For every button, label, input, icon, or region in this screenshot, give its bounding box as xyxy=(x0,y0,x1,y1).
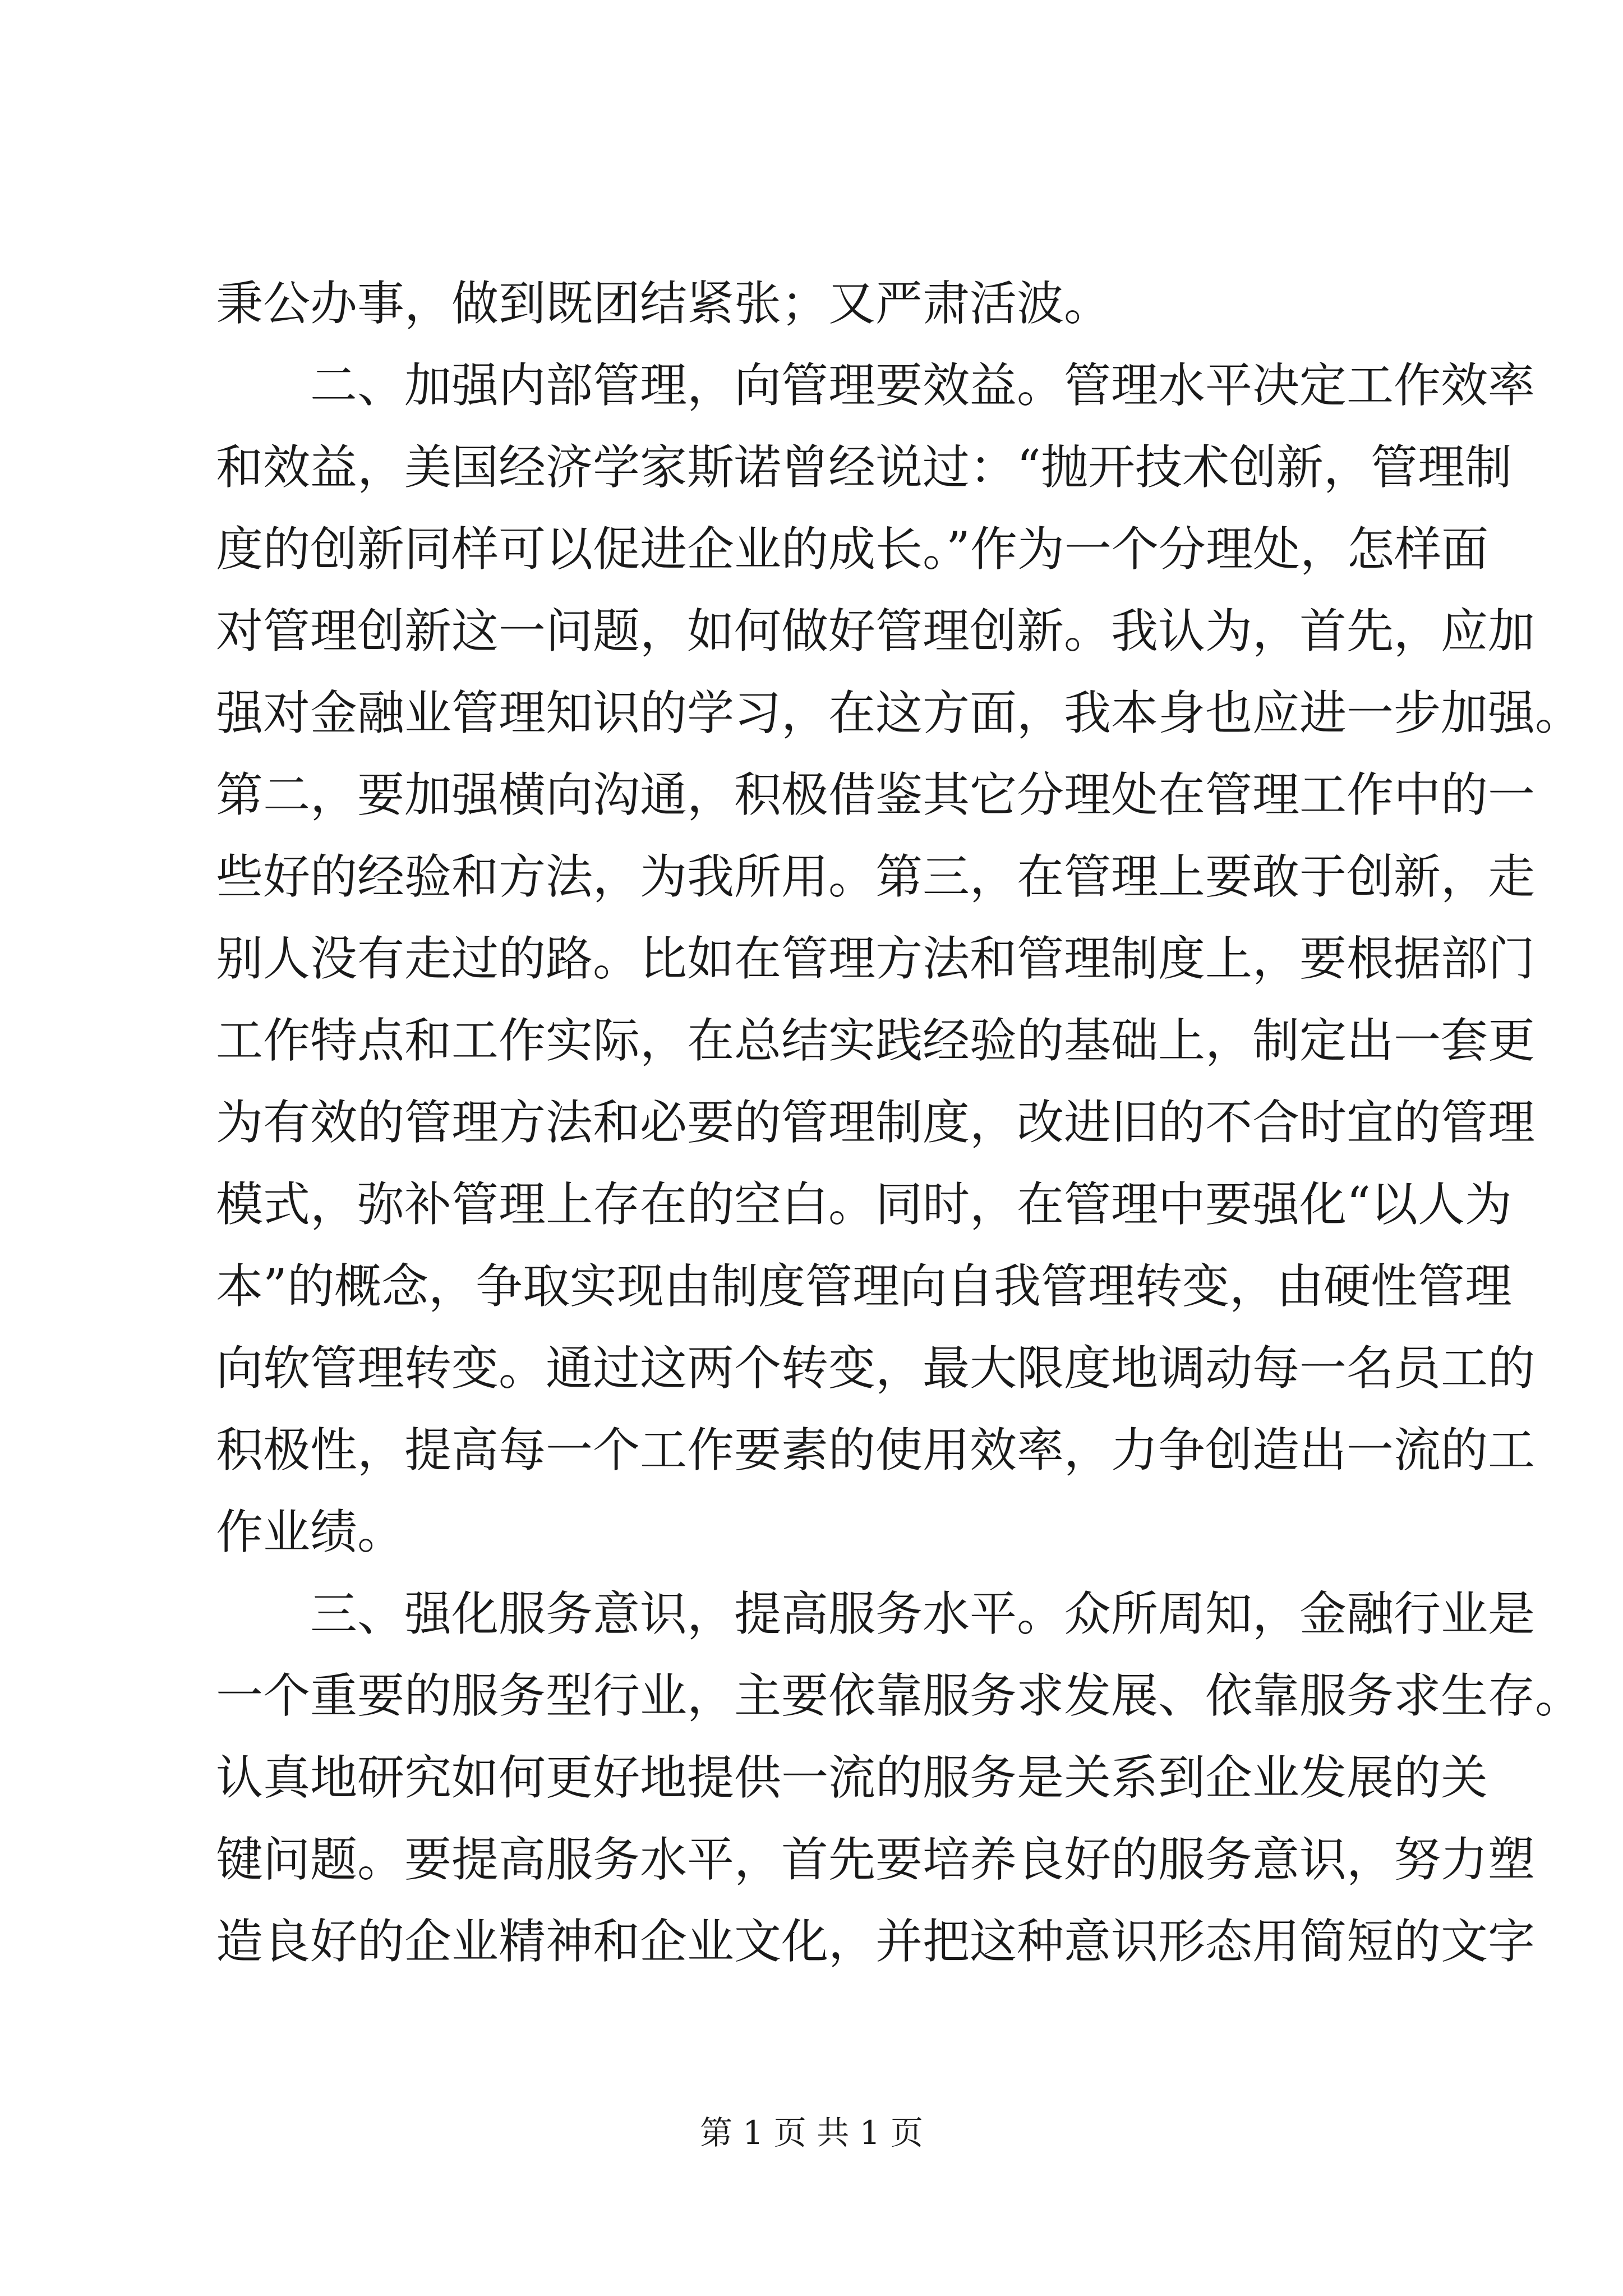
text-line: 度的创新同样可以促进企业的成长。”作为一个分理处，怎样面 xyxy=(216,522,1488,577)
body-text xyxy=(216,263,1583,1982)
text-line: 为有效的管理方法和必要的管理制度，改进旧的不合时宜的管理 xyxy=(216,1095,1536,1150)
text-line: 秉公办事，做到既团结紧张；又严肃活波。 xyxy=(216,276,1112,331)
text-line: 向软管理转变。通过这两个转变，最大限度地调动每一名员工的 xyxy=(216,1341,1536,1396)
text-line: 积极性，提高每一个工作要素的使用效率，力争创造出一流的工 xyxy=(216,1423,1536,1478)
text-line: 本”的概念，争取实现由制度管理向自我管理转变，由硬性管理 xyxy=(216,1259,1512,1314)
text-line: 别人没有走过的路。比如在管理方法和管理制度上，要根据部门 xyxy=(216,931,1536,986)
text-line: 模式，弥补管理上存在的空白。同时，在管理中要强化“以人为 xyxy=(216,1177,1512,1232)
text-line: 和效益，美国经济学家斯诺曾经说过：“抛开技术创新，管理制 xyxy=(216,440,1512,495)
text-line: 认真地研究如何更好地提供一流的服务是关系到企业发展的关 xyxy=(216,1750,1488,1805)
text-line: 对管理创新这一问题，如何做好管理创新。我认为，首先，应加 xyxy=(216,604,1536,659)
text-line: 一个重要的服务型行业，主要依靠服务求发展、依靠服务求生存。 xyxy=(216,1668,1583,1723)
text-line: 二、加强内部管理，向管理要效益。管理水平决定工作效率 xyxy=(216,358,1536,413)
text-line: 作业绩。 xyxy=(216,1504,405,1559)
text-line: 些好的经验和方法，为我所用。第三，在管理上要敢于创新，走 xyxy=(216,849,1536,904)
page-footer: 第 1 页 共 1 页 xyxy=(700,2114,923,2152)
text-line: 第二，要加强横向沟通，积极借鉴其它分理处在管理工作中的一 xyxy=(216,767,1536,822)
text-line: 造良好的企业精神和企业文化，并把这种意识形态用简短的文字 xyxy=(216,1914,1536,1969)
text-line: 键问题。要提高服务水平，首先要培养良好的服务意识，努力塑 xyxy=(216,1832,1536,1887)
text-line: 三、强化服务意识，提高服务水平。众所周知，金融行业是 xyxy=(216,1586,1536,1641)
text-line: 工作特点和工作实际，在总结实践经验的基础上，制定出一套更 xyxy=(216,1013,1536,1068)
text-line: 强对金融业管理知识的学习，在这方面，我本身也应进一步加强。 xyxy=(216,685,1583,740)
